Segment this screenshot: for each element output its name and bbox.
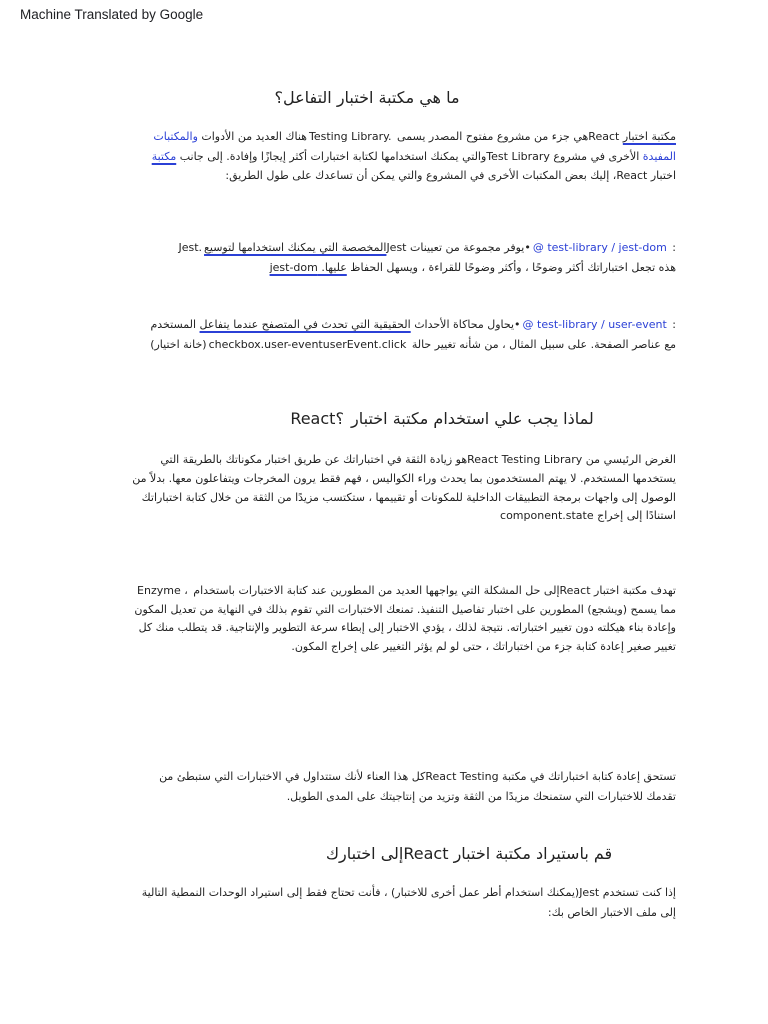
paragraph-line: تستحق إعادة كتابة اختباراتك في مكتبة React Testingكل هذا العناء لأنك ستتداول في الاختبارات التي ستبطئ من [159,770,676,783]
text-run: هناك العديد من الأدوات [197,130,307,143]
paragraph-line: وإعادة بناء هيكلته دون تغيير اختباراته. نتيجة لذلك ، يؤدي الاختبار إلى إبطاء سرعة التطوير والإنتاجية. قد يتطلب منك كل [138,621,676,634]
paragraph-line: إذا كنت تستخدم Jest(يمكنك استخدام أطر عمل أخرى للاختبار) ، فأنت تحتاج فقط إلى استيراد الوحدات النمطية التالية [141,886,676,899]
link-useful[interactable]: المفيدة [642,149,676,163]
paragraph-line [40,238,676,258]
paragraph-line [40,315,676,335]
text-run: الأخرى في مشروع Test Libraryوالتي يمكنك استخدامها لكتابة اختبارات أكثر إيجازًا وإفادة. إلى جانب [176,149,643,163]
heading-text-latin: React؟ [290,409,344,428]
text-run: : [668,318,676,331]
text-run: المستخدم [150,318,200,331]
heading-what-is-rtl: ما هي مكتبة اختبار التفاعل؟ [274,88,460,107]
text-run-latin: Enzyme ، [137,584,188,597]
text-run: هذه تجعل اختباراتك أكثر وضوحًا ، وأكثر وضوحًا للقراءة ، ويسهل الحفاظ [346,260,676,274]
heading-why-use [221,409,661,428]
link-custom-matchers[interactable]: المخصصة التي يمكنك استخدامها لتوسيع [204,241,387,254]
code-run: checkbox.user-eventuserEvent.click [208,337,407,351]
text-run: تهدف مكتبة اختبار Reactإلى حل المشكلة التي يواجهها العديد من المطورين عند كتابة الاختبارات باستخدام [189,584,676,597]
text-run-latin: Testing Library. [308,130,392,143]
paragraph-line: الوصول إلى واجهات برمجة التطبيقات الداخلية للمكونات أو تقييمها ، ستكتسب مزيدًا من الثقة من خلال كتابة اختباراتك [141,490,676,504]
heading-text: لماذا يجب علي استخدام مكتبة اختبار [345,409,594,428]
paragraph-line [40,147,676,167]
paragraph-line [40,127,676,147]
paragraph-line: مما يسمح (ويشجع) المطورين على اختبار تفاصيل التنفيذ. تمنعك الاختبارات التي تقوم بذلك في النهاية من تعديل المكون [134,602,676,616]
paragraph-line [40,258,676,278]
text-run: : [668,241,676,254]
link-user-event[interactable]: @ test-library / user-event [522,318,667,331]
worth-it-paragraph [40,767,676,807]
link-react-testing-library[interactable]: مكتبة اختبار [622,130,676,143]
link-library[interactable]: مكتبة [151,149,177,163]
paragraph-line: إلى ملف الاختبار الخاص بك: [547,906,676,919]
paragraph-line: تغيير صغير إعادة كتابة جزء من اختباراتك ، حتى لو لم يؤثر التغيير على إخراج المكون. [291,639,676,653]
text-run: •يحاول محاكاة الأحداث [410,318,521,331]
user-event-item [40,315,676,354]
link-libraries[interactable]: والمكتبات [153,130,198,143]
text-run: •يوفر مجموعة من تعيينات Jest [386,241,531,254]
text-run-latin: Jest. [178,241,203,254]
link-jest-dom[interactable]: @ test-library / jest-dom [532,241,667,254]
enzyme-paragraph [40,582,676,656]
link-jest-dom-inline[interactable]: عليها. jest-dom [269,260,347,274]
paragraph-line: يستخدمها المستخدم. لا يهتم المستخدمون بما يحدث وراء الكواليس ، فهم فقط يرون المخرجات ويتفاعلون معها. بدلاً من [132,471,676,485]
jest-dom-item [40,238,676,277]
paragraph-line [40,582,676,601]
paragraph-line: استنادًا إلى إخراج component.state [500,509,676,523]
heading-import: قم باستيراد مكتبة اختبار Reactإلى اختبارك [325,844,613,863]
import-paragraph [40,883,676,923]
text-run: مع عناصر الصفحة. على سبيل المثال ، من شأنه تغيير حالة [408,337,676,351]
purpose-paragraph [40,451,676,526]
text-run: Reactهي جزء من مشروع مفتوح المصدر يسمى [393,130,623,143]
paragraph-line: تقدمك للاختبارات التي ستمنحك مزيدًا من الثقة وتزيد من إنتاجيتك على المدى الطويل. [286,790,676,803]
text-run: (خانة اختيار) [150,337,207,351]
paragraph-line: اختبار React، إليك بعض المكتبات الأخرى في المشروع والتي يمكن أن تساعدك على طول الطريق: [225,169,676,182]
link-real-events[interactable]: الحقيقية التي تحدث في المتصفح عندما يتفاعل [199,318,411,331]
intro-paragraph [40,127,676,186]
paragraph-line [40,335,676,355]
machine-translation-banner: Machine Translated by Google [20,7,204,22]
paragraph-line: الغرض الرئيسي من React Testing Libraryهو زيادة الثقة في اختباراتك عن طريق اختبار مكوناتك بالطريقة التي [160,453,676,466]
